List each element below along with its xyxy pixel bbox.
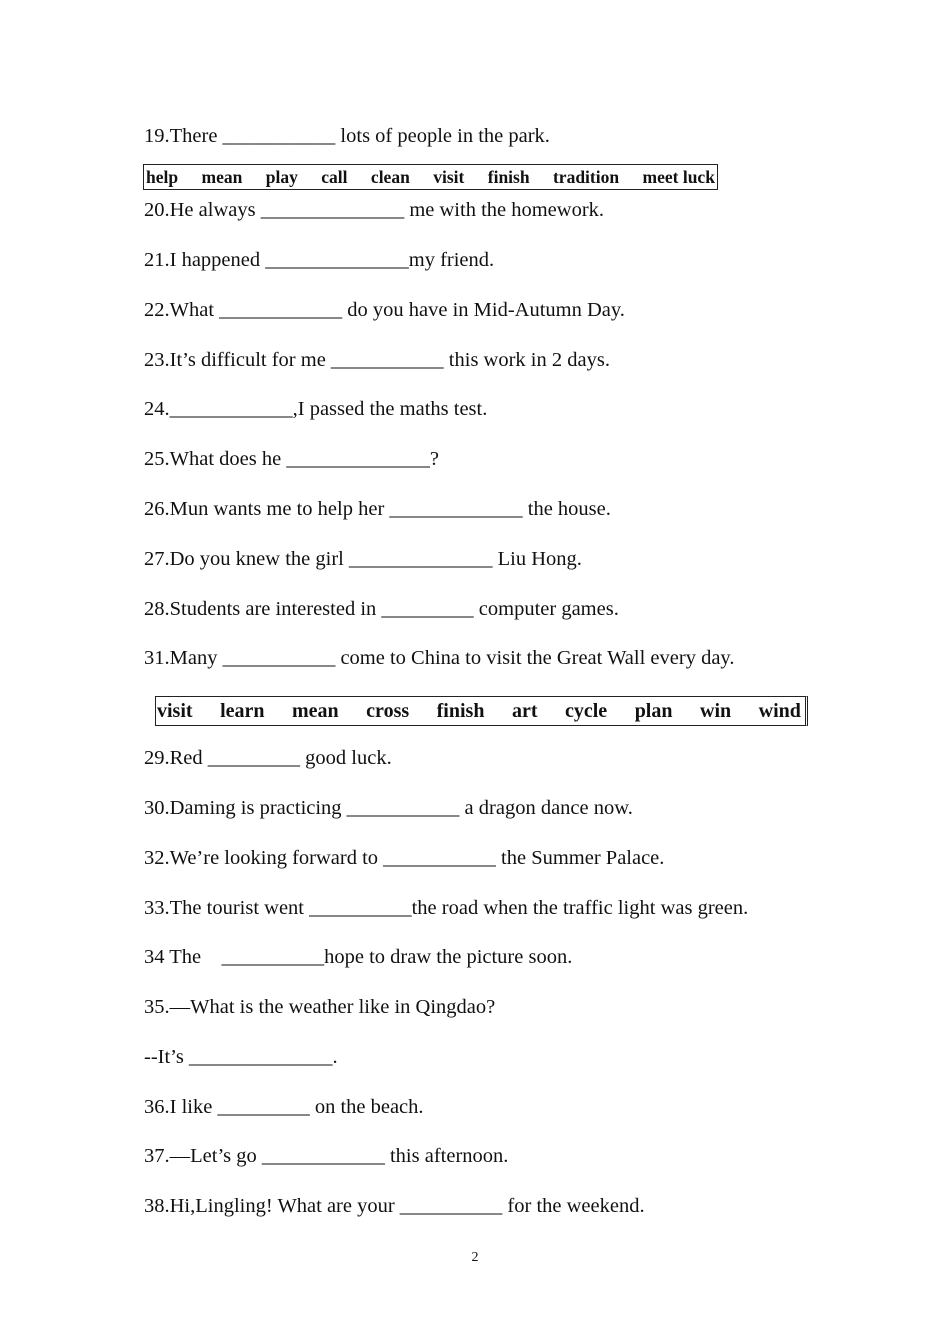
word-bank-item: visit [433,166,465,187]
word-bank-item: art [511,699,538,722]
question-25: 25.What does he ______________? [144,448,439,470]
question-27: 27.Do you knew the girl ______________ Liu Hong. [144,548,582,570]
word-bank-item: plan [634,699,673,722]
question-33: 33.The tourist went __________the road when the traffic light was green. [144,897,749,919]
question-23: 23.It’s difficult for me ___________ this work in 2 days. [144,349,610,371]
word-bank-item: help [146,166,179,187]
word-bank-item: win [700,699,732,722]
word-bank-item: call [321,166,348,187]
word-bank-item: wind [758,699,801,722]
word-bank-item: visit [157,699,193,722]
word-bank-item: cycle [565,699,608,722]
word-bank-item: finish [436,699,485,722]
question-34: 34 The __________hope to draw the picture soon. [144,946,573,968]
word-bank-item: mean [292,699,339,722]
question-22: 22.What ____________ do you have in Mid-Autumn Day. [144,299,625,321]
page-number: 2 [471,1250,479,1265]
question-35: 35.—What is the weather like in Qingdao? [144,996,496,1018]
word-bank-item: finish [487,166,530,187]
question-35-answer: --It’s ______________. [144,1046,338,1068]
question-26: 26.Mun wants me to help her _____________ the house. [144,498,611,520]
question-21: 21.I happened ______________my friend. [144,249,495,271]
word-bank-item: meet luck [642,166,715,187]
question-29: 29.Red _________ good luck. [144,747,392,769]
question-30: 30.Daming is practicing ___________ a dragon dance now. [144,797,633,819]
question-32: 32.We’re looking forward to ___________ the Summer Palace. [144,847,665,869]
word-bank-item: play [265,166,298,187]
question-28: 28.Students are interested in _________ computer games. [144,598,619,620]
question-31: 31.Many ___________ come to China to visit the Great Wall every day. [144,647,735,669]
word-bank-item: mean [201,166,243,187]
word-bank-2 [155,696,808,726]
word-bank-item: learn [220,699,265,722]
question-20: 20.He always ______________ me with the homework. [144,199,605,221]
word-bank-item: clean [370,166,410,187]
word-bank-1 [143,164,718,190]
word-bank-item: cross [366,699,410,722]
question-38: 38.Hi,Lingling! What are your __________ for the weekend. [144,1195,645,1217]
question-36: 36.I like _________ on the beach. [144,1096,424,1118]
question-37: 37.—Let’s go ____________ this afternoon. [144,1145,509,1167]
question-19: 19.There ___________ lots of people in the park. [144,125,550,147]
question-24: 24.____________,I passed the maths test. [144,398,488,420]
word-bank-item: tradition [552,166,620,187]
